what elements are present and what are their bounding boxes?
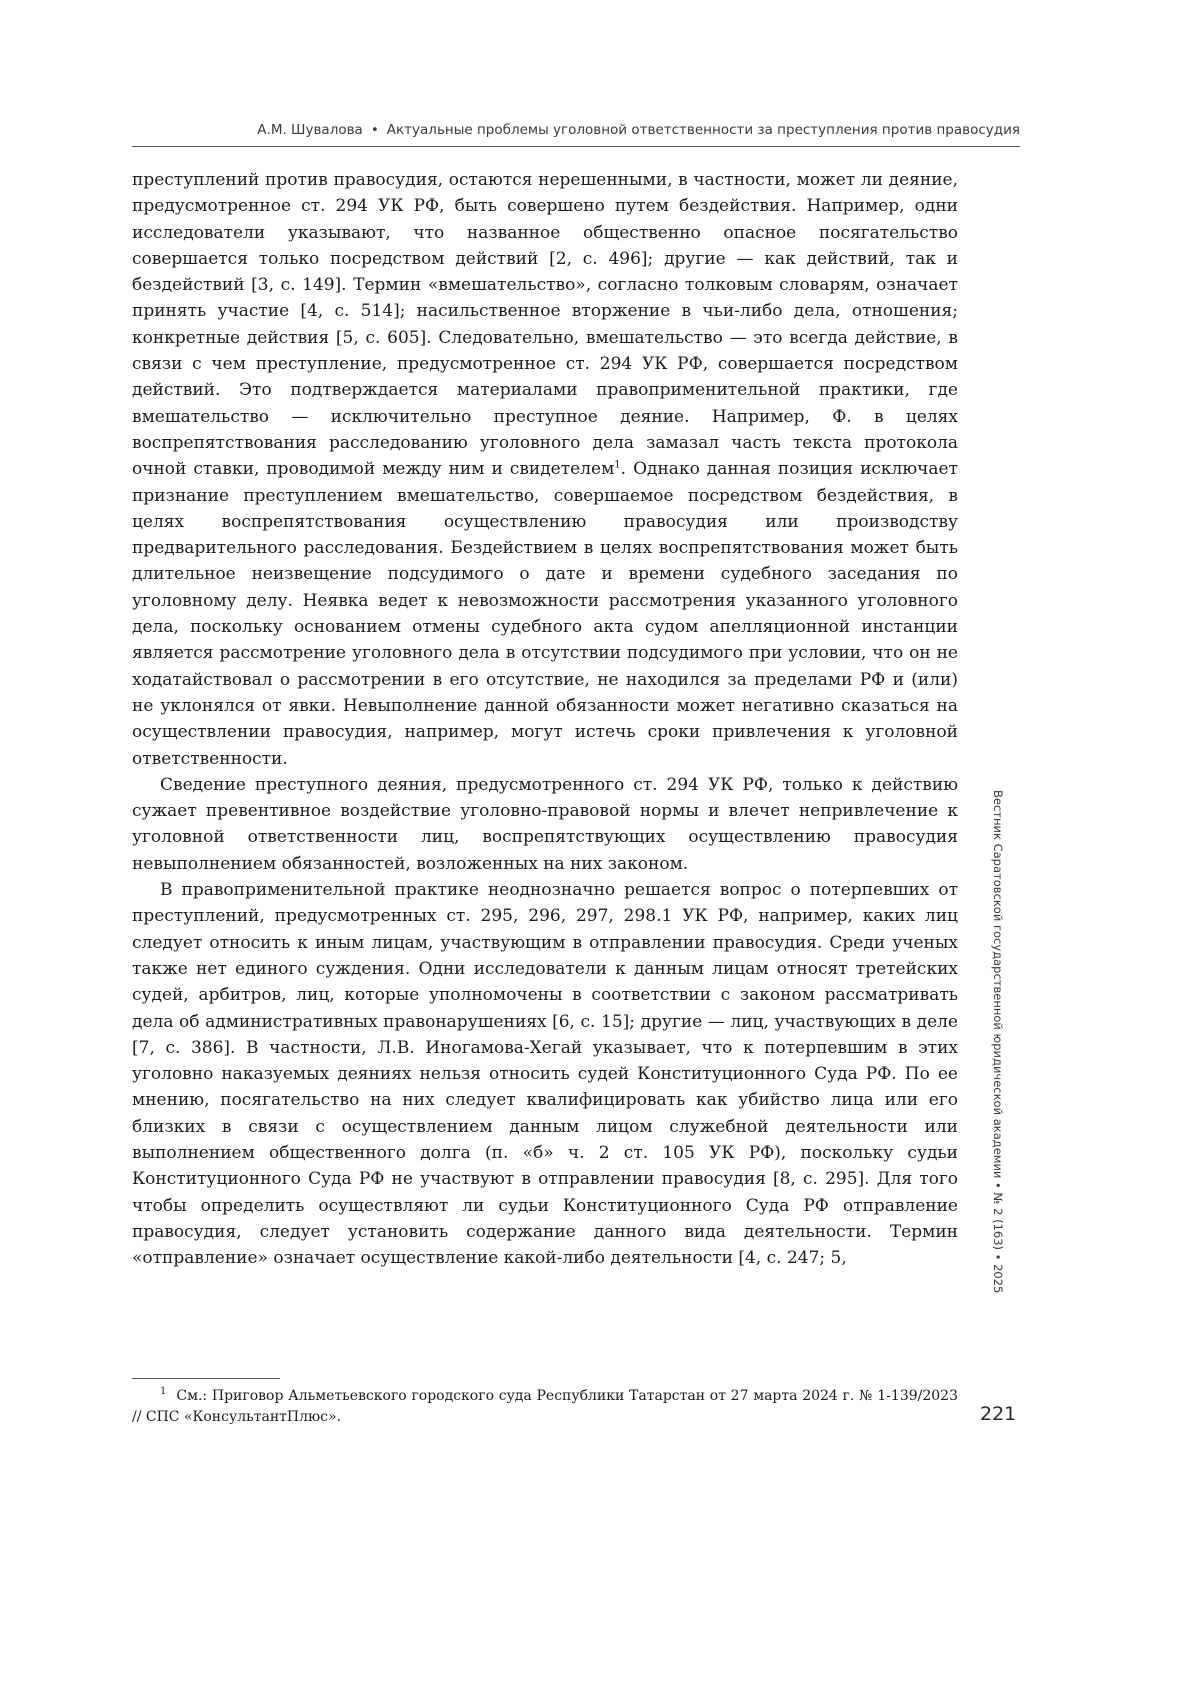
paragraph-3: В правоприменительной практике неоднозначно решается вопрос о потерпевших от преступлений, предусмотренных ст. 295, 296, 297, 298.1 УК РФ, например, каких лиц следует относить к иным лицам, участвующим в отправлении правосудия. Среди ученых также нет единого суждения. Одни исследователи к данным лицам относят третейских судей, арбитров, лиц, которые уполномочены в соответствии с законом рассматривать дела об административных правонарушениях [6, с. 15]; другие — лиц, участвующих в деле [7, с. 386]. В частности, Л.В. Иногамова-Хегай указывает, что к потерпевшим в этих уголовно наказуемых деяниях нельзя относить судей Конституционного Суда РФ. По ее мнению, посягательство на них следует квалифицировать как убийство лица или его близких в связи с осуществлением данным лицом служебной деятельности или выполнением общественного долга (п. «б» ч. 2 ст. 105 УК РФ), поскольку судьи Конституционного Суда РФ не участвуют в отправлении правосудия [8, с. 295]. Для того чтобы определить осуществляют ли судьи Конституционного Суда РФ отправление правосудия, следует установить содержание данного вида деятельности. Термин «отправление» означает осуществление какой-либо деятельности [4, с. 247; 5, xyxy=(132,880,958,1269)
paragraph-1-part-a: преступлений против правосудия, остаются нерешенными, в частности, может ли деяние, предусмотренное ст. 294 УК РФ, быть совершено путем бездействия. Например, одни исследователи указывают, что названное общественно опасное посягательство совершается только посредством действий [2, с. 496]; другие — как действий, так и бездействий [3, с. 149]. Термин «вмешательство», согласно толковым словарям, означает принять участие [4, с. 514]; насильственное вторжение в чьи-либо дела, отношения; конкретные действия [5, с. 605]. Следовательно, вмешательство — это всегда действие, в связи с чем преступление, предусмотренное ст. 294 УК РФ, совершается посредством действий. Это подтверждается материалами правоприменительной практики, где вмешательство — исключительно преступное деяние. Например, Ф. в целях воспрепятствования расследованию уголовного дела замазал часть текста протокола очной ставки, проводимой между ним и свидетелем xyxy=(132,170,958,480)
footnote-reference[interactable]: 1 xyxy=(614,459,621,471)
header-author: А.М. Шувалова xyxy=(257,122,363,138)
side-journal-title: Вестник Саратовской государственной юридической академии • № 2 (163) • 2025 xyxy=(991,790,1005,1294)
header-separator: • xyxy=(370,122,379,138)
header-rule xyxy=(132,146,1020,147)
footnote xyxy=(132,1386,958,1428)
paragraph-1-part-b: . Однако данная позиция исключает признание преступлением вмешательство, совершаемое посредством бездействия, в целях воспрепятствования осуществлению правосудия или производству предварительного расследования. Бездействием в целях воспрепятствования может быть длительное неизвещение подсудимого о дате и времени судебного заседания по уголовному делу. Неявка ведет к невозможности рассмотрения указанного уголовного дела, поскольку основанием отмены судебного акта судом апелляционной инстанции является рассмотрение уголовного дела в отсутствии подсудимого при условии, что он не ходатайствовал о рассмотрении в его отсутствие, не находился за пределами РФ и (или) не уклонялся от явки. Невыполнение данной обязанности может негативно сказаться на осуществлении правосудия, например, могут истечь сроки привлечения к уголовной ответственности. xyxy=(132,459,958,769)
article-body xyxy=(132,167,958,1271)
paragraph-2: Сведение преступного деяния, предусмотренного ст. 294 УК РФ, только к действию сужает превентивное воздействие уголовно-правовой нормы и влечет непривлечение к уголовной ответственности лиц, воспрепятствующих осуществлению правосудия невыполнением обязанностей, возложенных на них законом. xyxy=(132,774,958,874)
footnote-rule xyxy=(132,1378,280,1379)
running-head xyxy=(132,122,1020,138)
paragraph-1 xyxy=(132,167,958,772)
page-number: 221 xyxy=(980,1403,1017,1425)
footnote-text: См.: Приговор Альметьевского городского суда Республики Татарстан от 27 марта 2024 г. № 1-139/2023 // СПС «КонсультантПлюс». xyxy=(132,1388,958,1425)
footnote-number: 1 xyxy=(160,1386,167,1398)
header-article-title: Актуальные проблемы уголовной ответственности за преступления против правосудия xyxy=(386,122,1020,138)
